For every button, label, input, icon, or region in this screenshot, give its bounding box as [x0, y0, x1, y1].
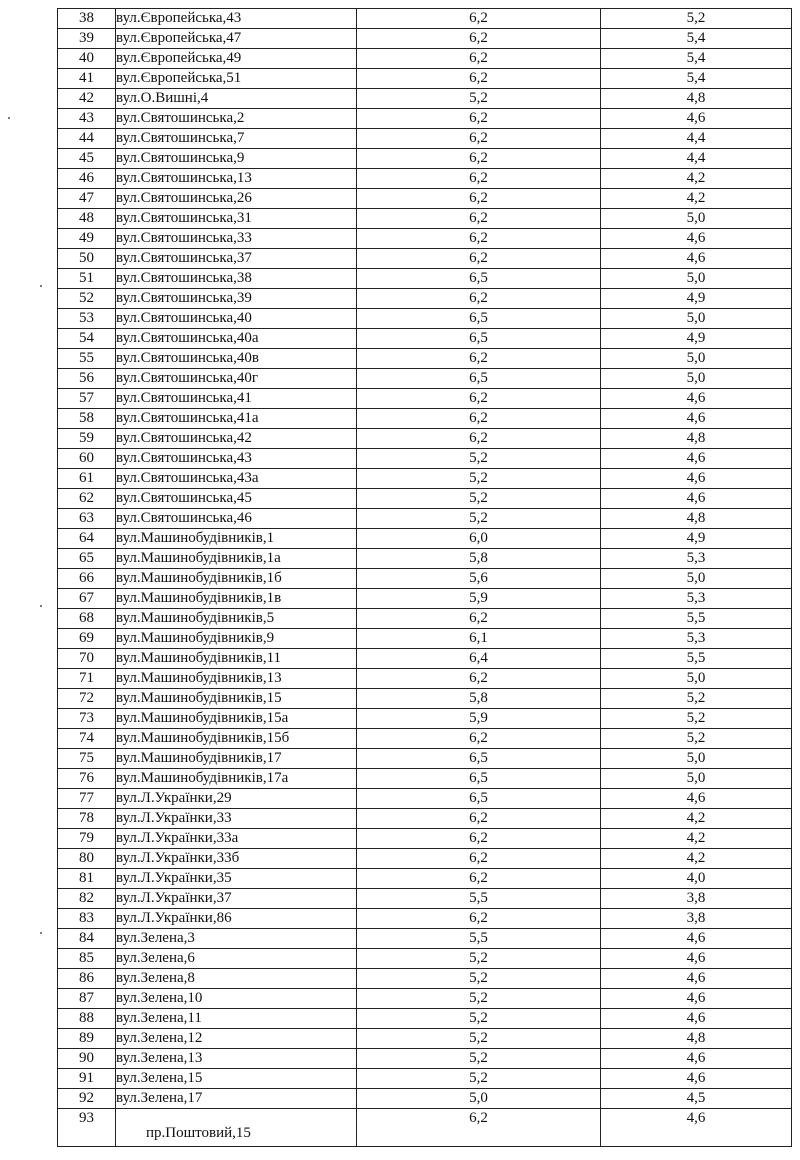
table-row [58, 349, 792, 369]
row-number-cell: 90 [58, 1049, 116, 1069]
row-number-cell: 76 [58, 769, 116, 789]
value-cell-1: 6,2 [357, 389, 601, 409]
table-row [58, 789, 792, 809]
value-cell-1: 6,2 [357, 869, 601, 889]
row-number-cell: 69 [58, 629, 116, 649]
row-number-cell: 83 [58, 909, 116, 929]
table-row [58, 849, 792, 869]
value-cell-1: 6,2 [357, 909, 601, 929]
row-number-cell: 70 [58, 649, 116, 669]
value-cell-2: 4,8 [601, 509, 792, 529]
value-cell-2: 4,8 [601, 429, 792, 449]
value-cell-1: 6,2 [357, 1109, 601, 1147]
row-number-cell: 79 [58, 829, 116, 849]
row-number-cell: 62 [58, 489, 116, 509]
value-cell-2: 5,0 [601, 669, 792, 689]
row-number-cell: 47 [58, 189, 116, 209]
table-row [58, 809, 792, 829]
table-row [58, 9, 792, 29]
street-address-cell: вул.Святошинська,31 [116, 209, 357, 229]
value-cell-2: 5,0 [601, 569, 792, 589]
street-address-cell: вул.Святошинська,37 [116, 249, 357, 269]
table-row [58, 89, 792, 109]
street-address-cell: вул.Машинобудівників,1в [116, 589, 357, 609]
table-row [58, 269, 792, 289]
value-cell-2: 4,6 [601, 1009, 792, 1029]
scan-speck [40, 932, 42, 934]
table-row [58, 29, 792, 49]
row-number-cell: 49 [58, 229, 116, 249]
street-address-cell: вул.Зелена,13 [116, 1049, 357, 1069]
row-number-cell: 57 [58, 389, 116, 409]
row-number-cell: 40 [58, 49, 116, 69]
table-row [58, 889, 792, 909]
table-row [58, 589, 792, 609]
value-cell-1: 5,8 [357, 549, 601, 569]
street-address-cell: вул.Машинобудівників,15б [116, 729, 357, 749]
street-address-cell: вул.Зелена,3 [116, 929, 357, 949]
value-cell-2: 4,6 [601, 789, 792, 809]
street-address-cell: вул.Святошинська,41а [116, 409, 357, 429]
street-address-cell: вул.Святошинська,43а [116, 469, 357, 489]
row-number-cell: 43 [58, 109, 116, 129]
street-address-cell: вул.Європейська,43 [116, 9, 357, 29]
value-cell-2: 5,5 [601, 609, 792, 629]
street-address-cell: пр.Поштовий,15 [116, 1109, 357, 1147]
row-number-cell: 74 [58, 729, 116, 749]
value-cell-2: 4,8 [601, 1029, 792, 1049]
value-cell-2: 5,3 [601, 629, 792, 649]
value-cell-2: 5,0 [601, 769, 792, 789]
value-cell-2: 4,6 [601, 449, 792, 469]
value-cell-2: 4,9 [601, 289, 792, 309]
value-cell-1: 6,2 [357, 209, 601, 229]
street-address-cell: вул.Зелена,6 [116, 949, 357, 969]
value-cell-1: 5,2 [357, 489, 601, 509]
table-row [58, 669, 792, 689]
value-cell-1: 6,5 [357, 769, 601, 789]
street-address-cell: вул.Святошинська,40а [116, 329, 357, 349]
value-cell-2: 4,6 [601, 389, 792, 409]
street-address-cell: вул.Європейська,47 [116, 29, 357, 49]
value-cell-2: 4,6 [601, 109, 792, 129]
street-address-cell: вул.Л.Українки,37 [116, 889, 357, 909]
value-cell-1: 5,2 [357, 449, 601, 469]
value-cell-2: 4,0 [601, 869, 792, 889]
value-cell-2: 5,4 [601, 49, 792, 69]
value-cell-1: 5,5 [357, 929, 601, 949]
value-cell-1: 6,2 [357, 809, 601, 829]
value-cell-1: 5,2 [357, 1009, 601, 1029]
table-row [58, 769, 792, 789]
row-number-cell: 73 [58, 709, 116, 729]
value-cell-2: 4,2 [601, 829, 792, 849]
scan-speck [40, 605, 42, 607]
value-cell-1: 5,9 [357, 589, 601, 609]
value-cell-2: 4,6 [601, 469, 792, 489]
value-cell-1: 5,8 [357, 689, 601, 709]
row-number-cell: 81 [58, 869, 116, 889]
value-cell-2: 3,8 [601, 909, 792, 929]
row-number-cell: 66 [58, 569, 116, 589]
table-row [58, 689, 792, 709]
row-number-cell: 45 [58, 149, 116, 169]
value-cell-2: 4,2 [601, 169, 792, 189]
table-row [58, 1109, 792, 1147]
street-address-cell: вул.Європейська,51 [116, 69, 357, 89]
street-address-cell: вул.Святошинська,45 [116, 489, 357, 509]
value-cell-2: 4,5 [601, 1089, 792, 1109]
value-cell-2: 4,6 [601, 949, 792, 969]
value-cell-1: 5,0 [357, 1089, 601, 1109]
table-row [58, 49, 792, 69]
value-cell-2: 5,2 [601, 729, 792, 749]
row-number-cell: 60 [58, 449, 116, 469]
street-address-cell: вул.Зелена,10 [116, 989, 357, 1009]
table-row [58, 829, 792, 849]
row-number-cell: 55 [58, 349, 116, 369]
row-number-cell: 82 [58, 889, 116, 909]
street-address-cell: вул.Європейська,49 [116, 49, 357, 69]
row-number-cell: 67 [58, 589, 116, 609]
row-number-cell: 93 [58, 1109, 116, 1147]
row-number-cell: 80 [58, 849, 116, 869]
table-row [58, 449, 792, 469]
value-cell-2: 4,2 [601, 809, 792, 829]
row-number-cell: 75 [58, 749, 116, 769]
value-cell-1: 5,2 [357, 1049, 601, 1069]
value-cell-1: 6,2 [357, 349, 601, 369]
row-number-cell: 92 [58, 1089, 116, 1109]
value-cell-1: 6,5 [357, 269, 601, 289]
row-number-cell: 42 [58, 89, 116, 109]
value-cell-1: 6,2 [357, 609, 601, 629]
street-address-cell: вул.Л.Українки,35 [116, 869, 357, 889]
table-row [58, 649, 792, 669]
value-cell-1: 6,4 [357, 649, 601, 669]
value-cell-2: 4,6 [601, 489, 792, 509]
row-number-cell: 89 [58, 1029, 116, 1049]
value-cell-2: 5,4 [601, 69, 792, 89]
value-cell-1: 6,2 [357, 669, 601, 689]
value-cell-1: 6,5 [357, 329, 601, 349]
table-row [58, 1049, 792, 1069]
value-cell-1: 5,2 [357, 89, 601, 109]
value-cell-1: 5,6 [357, 569, 601, 589]
value-cell-1: 6,2 [357, 429, 601, 449]
row-number-cell: 54 [58, 329, 116, 349]
street-address-cell: вул.Машинобудівників,17 [116, 749, 357, 769]
value-cell-2: 4,6 [601, 1049, 792, 1069]
street-address-cell: вул.Святошинська,42 [116, 429, 357, 449]
row-number-cell: 84 [58, 929, 116, 949]
street-address-cell: вул.Святошинська,33 [116, 229, 357, 249]
table-row [58, 969, 792, 989]
street-address-cell: вул.Святошинська,38 [116, 269, 357, 289]
value-cell-1: 5,2 [357, 469, 601, 489]
table-row [58, 69, 792, 89]
street-address-cell: вул.Святошинська,9 [116, 149, 357, 169]
street-address-cell: вул.Машинобудівників,1б [116, 569, 357, 589]
street-address-cell: вул.Машинобудівників,5 [116, 609, 357, 629]
street-address-cell: вул.Машинобудівників,17а [116, 769, 357, 789]
row-number-cell: 78 [58, 809, 116, 829]
table-row [58, 169, 792, 189]
value-cell-2: 5,5 [601, 649, 792, 669]
value-cell-1: 6,5 [357, 789, 601, 809]
value-cell-1: 6,2 [357, 849, 601, 869]
street-address-cell: вул.Святошинська,7 [116, 129, 357, 149]
row-number-cell: 91 [58, 1069, 116, 1089]
value-cell-1: 6,2 [357, 49, 601, 69]
table-row [58, 329, 792, 349]
table-row [58, 249, 792, 269]
value-cell-1: 6,2 [357, 149, 601, 169]
value-cell-2: 4,4 [601, 129, 792, 149]
table-row [58, 709, 792, 729]
value-cell-2: 5,0 [601, 749, 792, 769]
street-address-cell: вул.Л.Українки,33б [116, 849, 357, 869]
address-table-body [58, 9, 792, 1147]
table-row [58, 229, 792, 249]
value-cell-2: 4,6 [601, 929, 792, 949]
street-address-cell: вул.Зелена,8 [116, 969, 357, 989]
table-row [58, 1009, 792, 1029]
table-row [58, 1029, 792, 1049]
row-number-cell: 53 [58, 309, 116, 329]
row-number-cell: 61 [58, 469, 116, 489]
value-cell-2: 5,3 [601, 549, 792, 569]
value-cell-2: 5,2 [601, 709, 792, 729]
value-cell-1: 6,2 [357, 729, 601, 749]
value-cell-1: 5,2 [357, 1069, 601, 1089]
street-address-cell: вул.Машинобудівників,9 [116, 629, 357, 649]
street-address-cell: вул.Машинобудівників,1 [116, 529, 357, 549]
table-row [58, 989, 792, 1009]
row-number-cell: 44 [58, 129, 116, 149]
street-address-cell: вул.Л.Українки,33а [116, 829, 357, 849]
table-row [58, 129, 792, 149]
table-row [58, 189, 792, 209]
value-cell-2: 5,0 [601, 369, 792, 389]
value-cell-1: 5,2 [357, 989, 601, 1009]
street-address-cell: вул.Машинобудівників,13 [116, 669, 357, 689]
value-cell-2: 5,0 [601, 349, 792, 369]
table-row [58, 869, 792, 889]
value-cell-2: 3,8 [601, 889, 792, 909]
value-cell-2: 5,3 [601, 589, 792, 609]
value-cell-1: 5,2 [357, 1029, 601, 1049]
row-number-cell: 86 [58, 969, 116, 989]
street-address-cell: вул.Машинобудівників,1а [116, 549, 357, 569]
street-address-cell: вул.Святошинська,41 [116, 389, 357, 409]
street-address-cell: вул.Святошинська,2 [116, 109, 357, 129]
table-row [58, 1089, 792, 1109]
table-row [58, 729, 792, 749]
row-number-cell: 56 [58, 369, 116, 389]
table-row [58, 749, 792, 769]
table-row [58, 309, 792, 329]
value-cell-2: 4,6 [601, 1069, 792, 1089]
street-address-cell: вул.Святошинська,13 [116, 169, 357, 189]
row-number-cell: 50 [58, 249, 116, 269]
street-address-cell: вул.Машинобудівників,15 [116, 689, 357, 709]
row-number-cell: 39 [58, 29, 116, 49]
value-cell-2: 5,0 [601, 309, 792, 329]
street-address-cell: вул.Святошинська,40в [116, 349, 357, 369]
table-row [58, 109, 792, 129]
row-number-cell: 72 [58, 689, 116, 709]
table-row [58, 469, 792, 489]
street-address-cell: вул.Святошинська,46 [116, 509, 357, 529]
value-cell-1: 6,2 [357, 289, 601, 309]
address-table [57, 8, 792, 1147]
value-cell-1: 5,2 [357, 509, 601, 529]
value-cell-2: 4,6 [601, 249, 792, 269]
table-row [58, 909, 792, 929]
row-number-cell: 88 [58, 1009, 116, 1029]
street-address-cell: вул.Зелена,15 [116, 1069, 357, 1089]
value-cell-2: 5,2 [601, 9, 792, 29]
value-cell-2: 4,6 [601, 989, 792, 1009]
street-address-cell: вул.Зелена,12 [116, 1029, 357, 1049]
street-address-cell: вул.Л.Українки,33 [116, 809, 357, 829]
value-cell-1: 6,2 [357, 69, 601, 89]
table-row [58, 1069, 792, 1089]
value-cell-1: 6,2 [357, 189, 601, 209]
table-row [58, 949, 792, 969]
value-cell-1: 6,2 [357, 109, 601, 129]
row-number-cell: 38 [58, 9, 116, 29]
value-cell-1: 6,5 [357, 309, 601, 329]
value-cell-1: 6,2 [357, 29, 601, 49]
value-cell-2: 4,8 [601, 89, 792, 109]
value-cell-1: 6,2 [357, 409, 601, 429]
street-address-cell: вул.О.Вишні,4 [116, 89, 357, 109]
row-number-cell: 87 [58, 989, 116, 1009]
row-number-cell: 41 [58, 69, 116, 89]
table-row [58, 369, 792, 389]
value-cell-2: 5,4 [601, 29, 792, 49]
row-number-cell: 52 [58, 289, 116, 309]
value-cell-2: 4,6 [601, 1109, 792, 1147]
value-cell-1: 6,5 [357, 369, 601, 389]
value-cell-1: 5,2 [357, 949, 601, 969]
value-cell-2: 4,6 [601, 969, 792, 989]
row-number-cell: 77 [58, 789, 116, 809]
value-cell-2: 4,6 [601, 229, 792, 249]
table-row [58, 429, 792, 449]
row-number-cell: 65 [58, 549, 116, 569]
value-cell-1: 6,2 [357, 9, 601, 29]
scan-speck [8, 117, 10, 119]
table-row [58, 549, 792, 569]
value-cell-1: 6,2 [357, 129, 601, 149]
value-cell-1: 6,5 [357, 749, 601, 769]
row-number-cell: 58 [58, 409, 116, 429]
street-address-cell: вул.Зелена,11 [116, 1009, 357, 1029]
street-address-cell: вул.Святошинська,26 [116, 189, 357, 209]
table-row [58, 149, 792, 169]
value-cell-2: 4,4 [601, 149, 792, 169]
value-cell-2: 4,9 [601, 529, 792, 549]
value-cell-1: 6,2 [357, 249, 601, 269]
row-number-cell: 59 [58, 429, 116, 449]
value-cell-1: 6,2 [357, 229, 601, 249]
value-cell-1: 5,2 [357, 969, 601, 989]
value-cell-2: 4,9 [601, 329, 792, 349]
table-row [58, 209, 792, 229]
table-row [58, 609, 792, 629]
value-cell-1: 6,2 [357, 169, 601, 189]
street-address-cell: вул.Святошинська,40 [116, 309, 357, 329]
street-address-cell: вул.Л.Українки,86 [116, 909, 357, 929]
value-cell-1: 5,5 [357, 889, 601, 909]
value-cell-2: 4,2 [601, 849, 792, 869]
street-address-cell: вул.Святошинська,43 [116, 449, 357, 469]
value-cell-2: 5,2 [601, 689, 792, 709]
row-number-cell: 85 [58, 949, 116, 969]
table-row [58, 929, 792, 949]
street-address-cell: вул.Машинобудівників,15а [116, 709, 357, 729]
value-cell-1: 6,0 [357, 529, 601, 549]
street-address-cell: вул.Л.Українки,29 [116, 789, 357, 809]
street-address-cell: вул.Зелена,17 [116, 1089, 357, 1109]
value-cell-1: 6,2 [357, 829, 601, 849]
row-number-cell: 64 [58, 529, 116, 549]
street-address-cell: вул.Святошинська,40г [116, 369, 357, 389]
row-number-cell: 51 [58, 269, 116, 289]
row-number-cell: 48 [58, 209, 116, 229]
table-row [58, 409, 792, 429]
row-number-cell: 68 [58, 609, 116, 629]
table-row [58, 509, 792, 529]
value-cell-2: 5,0 [601, 209, 792, 229]
table-row [58, 389, 792, 409]
table-row [58, 569, 792, 589]
value-cell-2: 4,6 [601, 409, 792, 429]
value-cell-1: 5,9 [357, 709, 601, 729]
street-address-cell: вул.Святошинська,39 [116, 289, 357, 309]
street-address-cell: вул.Машинобудівників,11 [116, 649, 357, 669]
row-number-cell: 46 [58, 169, 116, 189]
scan-speck [40, 285, 42, 287]
row-number-cell: 63 [58, 509, 116, 529]
table-row [58, 529, 792, 549]
table-row [58, 289, 792, 309]
row-number-cell: 71 [58, 669, 116, 689]
value-cell-1: 6,1 [357, 629, 601, 649]
value-cell-2: 4,2 [601, 189, 792, 209]
value-cell-2: 5,0 [601, 269, 792, 289]
table-row [58, 629, 792, 649]
table-row [58, 489, 792, 509]
